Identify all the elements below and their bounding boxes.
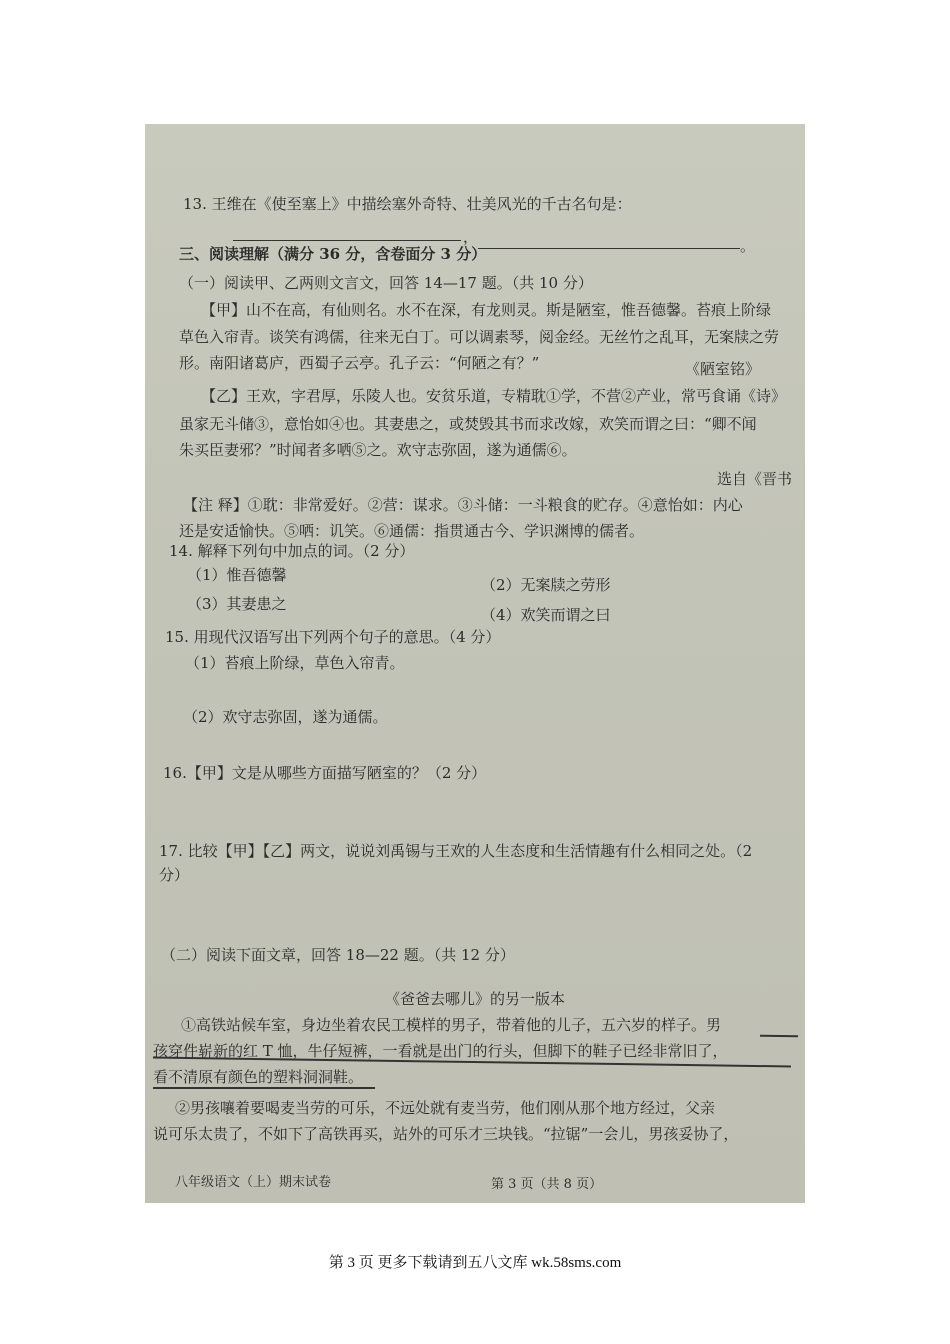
part-2-intro: （二）阅读下面文章，回答 18—22 题。（共 12 分） [161,946,515,964]
q14-item-4: （4）欢笑而谓之曰 [481,606,611,624]
para-1-line: ①高铁站候车室，身边坐着农民工模样的男子，带着他的儿子，五六岁的样子。男 [181,1016,722,1034]
q15-item-2: （2）欢守志弥固，遂为通儒。 [183,708,388,726]
para-1-line: 孩穿件崭新的红 T 恤，牛仔短裤，一看就是出门的行头，但脚下的鞋子已经非常旧了， [153,1042,728,1060]
section-3-title: 三、阅读理解（满分 36 分，含卷面分 3 分） [179,245,487,263]
passage-jia-line: 形。南阳诸葛庐，西蜀子云亭。孔子云：“何陋之有？” [179,354,540,372]
answer-comma: ， [463,228,479,246]
para-2-line: 说可乐太贵了，不如下了高铁再买，站外的可乐才三块钱。“拉锯”一会儿，男孩妥协了， [153,1125,739,1143]
answer-blank-2 [478,248,740,249]
article-title: 《爸爸去哪儿》的另一版本 [385,990,566,1008]
underline-mark [153,1087,375,1089]
passage-yi-line: 【乙】王欢，字君厚，乐陵人也。安贫乐道，专精耽①学，不营②产业，常丐食诵《诗》 [201,387,787,405]
para-1-line: 看不清原有颜色的塑料洞洞鞋。 [153,1068,364,1086]
q15-item-1: （1）苔痕上阶绿，草色入帘青。 [185,654,405,672]
answer-blank-1 [233,240,461,241]
question-15: 15. 用现代汉语写出下列两个句子的意思。（4 分） [165,628,501,646]
part-1-intro: （一）阅读甲、乙两则文言文，回答 14—17 题。（共 10 分） [179,274,593,292]
paper-footer-left: 八年级语文（上）期末试卷 [175,1175,332,1190]
question-16: 16.【甲】文是从哪些方面描写陋室的？（2 分） [163,764,487,782]
passage-jia-source: 《陋室铭》 [685,360,761,378]
notes-line: 还是安适愉快。⑤哂：讥笑。⑥通儒：指贯通古今、学识渊博的儒者。 [179,522,645,540]
paper-footer-right: 第 3 页（共 8 页） [491,1177,603,1192]
exam-photo [145,124,805,1203]
underline-mark [760,1035,798,1038]
para-2-line: ②男孩嚷着要喝麦当劳的可乐，不远处就有麦当劳，他们刚从那个地方经过，父亲 [175,1099,716,1117]
q14-item-3: （3）其妻患之 [187,595,287,613]
q14-item-2: （2）无案牍之劳形 [481,576,611,594]
question-17-line-1: 17. 比较【甲】【乙】两文，说说刘禹锡与王欢的人生态度和生活情趣有什么相同之处。（2 [159,842,753,860]
answer-period: 。 [740,237,756,255]
notes-line: 【注 释】①耽：非常爱好。②营：谋求。③斗储：一斗粮食的贮存。④意怡如：内心 [183,496,743,514]
page-footer: 第 3 页 更多下载请到五八文库 wk.58sms.com [328,1255,622,1271]
question-17-line-2: 分） [159,866,190,884]
question-13: 13. 王维在《使至塞上》中描绘塞外奇特、壮美风光的千古名句是： [183,195,632,213]
passage-yi-line: 朱买臣妻邪？”时闻者多哂⑤之。欢守志弥固，遂为通儒⑥。 [179,441,577,459]
passage-yi-source: 选自《晋书 [717,470,793,488]
passage-jia-line: 草色入帘青。谈笑有鸿儒，往来无白丁。可以调素琴，阅金经。无丝竹之乱耳，无案牍之劳 [179,328,780,346]
passage-jia-line: 【甲】山不在高，有仙则名。水不在深，有龙则灵。斯是陋室，惟吾德馨。苔痕上阶绿 [201,301,772,319]
passage-yi-line: 虽家无斗储③，意怡如④也。其妻患之，或焚毁其书而求改嫁，欢笑而谓之曰：“卿不闻 [179,415,757,433]
q14-item-1: （1）惟吾德馨 [187,566,287,584]
question-14: 14. 解释下列句中加点的词。（2 分） [169,542,415,560]
